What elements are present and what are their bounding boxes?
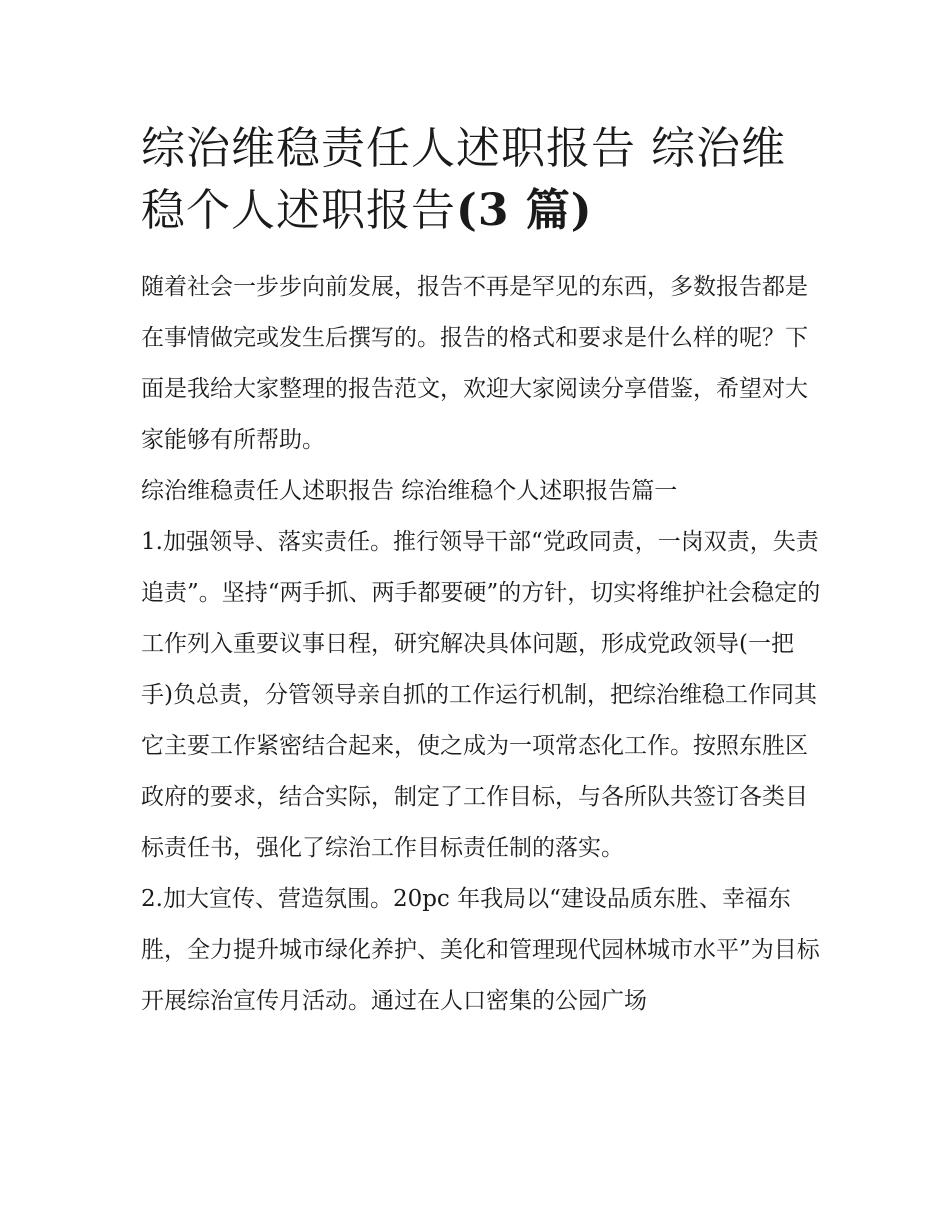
intro-paragraph: 随着社会一步步向前发展，报告不再是罕见的东西，多数报告都是在事情做完或发生后撰写的。报告的格式和要求是什么样的呢？下面是我给大家整理的报告范文，欢迎大家阅读分享借鉴，希望对大家能够有所帮助。 [141, 274, 808, 453]
item-1-paragraph: 1.加强领导、落实责任。推行领导干部“党政同责，一岗双责，失责追责”。坚持“两手抓、两手都要硬”的方针，切实将维护社会稳定的工作列入重要议事日程，研究解决具体问题，形成党政领导(一把手)负总责，分管领导亲自抓的工作运行机制，把综治维稳工作同其它主要工作紧密结合起来，使之成为一项常态化工作。按照东胜区政府的要求，结合实际，制定了工作目标，与各所队共签订各类目标责任书，强化了综治工作目标责任制的落实。 [141, 529, 821, 861]
document-body [141, 118, 821, 1027]
title-count: (3 篇) [456, 185, 593, 236]
document-title [141, 118, 821, 242]
item-2-paragraph: 2.加大宣传、营造氛围。20pc 年我局以“建设品质东胜、幸福东胜，全力提升城市绿化养护、美化和管理现代园林城市水平”为目标开展综治宣传月活动。通过在人口密集的公园广场 [141, 886, 820, 1014]
title-text: 综治维稳责任人述职报告 综治维稳个人述职报告 [141, 123, 786, 236]
section-heading: 综治维稳责任人述职报告 综治维稳个人述职报告篇一 [141, 478, 678, 504]
